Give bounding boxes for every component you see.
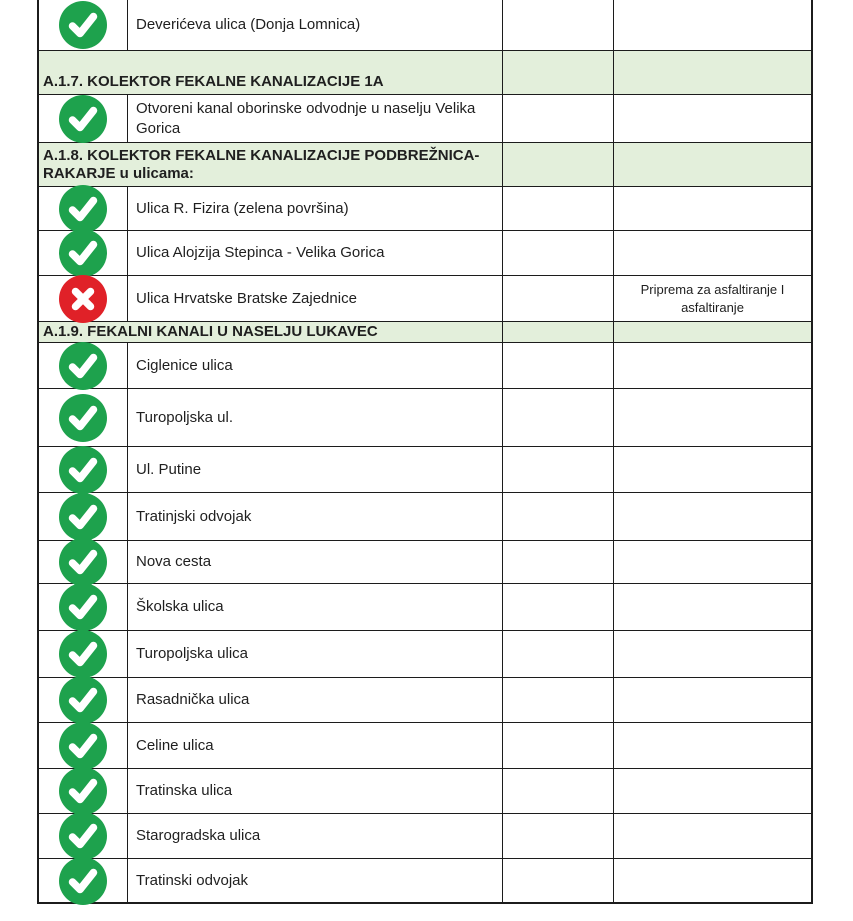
street-label: Turopoljska ul. — [136, 408, 233, 426]
status-cell — [39, 541, 127, 583]
status-cell — [39, 389, 127, 446]
status-cell — [39, 859, 127, 902]
table-row — [39, 447, 811, 493]
street-label: Ulica Hrvatske Bratske Zajednice — [136, 289, 357, 307]
street-label: Ul. Putine — [136, 460, 202, 478]
table-row — [39, 0, 811, 51]
remark-cell — [613, 541, 811, 583]
street-name-cell — [127, 231, 502, 275]
section-title — [39, 143, 502, 186]
remark-cell — [613, 389, 811, 446]
empty-cell — [502, 187, 613, 230]
status-cell — [39, 447, 127, 492]
street-label: Ulica R. Fizira (zelena površina) — [136, 199, 349, 217]
check-circle-icon — [59, 394, 107, 442]
check-circle-icon — [59, 812, 107, 860]
street-name-cell — [127, 769, 502, 813]
street-label: Ulica Alojzija Stepinca - Velika Gorica — [136, 244, 385, 262]
remark-cell — [613, 631, 811, 677]
remark-cell — [613, 187, 811, 230]
remark-text: Priprema za asfaltiranje I asfaltiranje — [640, 281, 785, 315]
street-label: Tratinski odvojak — [136, 871, 248, 889]
table-row — [39, 493, 811, 541]
empty-cell — [502, 231, 613, 275]
street-name-cell — [127, 678, 502, 722]
empty-cell — [502, 541, 613, 583]
check-circle-icon — [59, 446, 107, 494]
empty-cell — [502, 447, 613, 492]
empty-cell — [502, 322, 613, 342]
check-circle-icon — [59, 722, 107, 770]
empty-cell — [502, 389, 613, 446]
street-label: Tratinska ulica — [136, 782, 233, 800]
table-row — [39, 814, 811, 859]
street-name-cell — [127, 187, 502, 230]
status-cell — [39, 95, 127, 142]
empty-cell — [502, 343, 613, 388]
table-row — [39, 631, 811, 678]
empty-cell — [613, 51, 811, 94]
remark-cell — [613, 859, 811, 902]
empty-cell — [502, 276, 613, 321]
empty-cell — [502, 631, 613, 677]
table-row — [39, 231, 811, 276]
check-circle-icon — [59, 630, 107, 678]
section-title-text: A.1.7. KOLEKTOR FEKALNE KANALIZACIJE 1A — [43, 73, 384, 90]
x-circle-icon — [59, 275, 107, 323]
table-row — [39, 95, 811, 143]
empty-cell — [613, 322, 811, 342]
status-cell — [39, 769, 127, 813]
empty-cell — [502, 0, 613, 50]
street-label: Deverićeva ulica (Donja Lomnica) — [136, 16, 361, 34]
table-row — [39, 584, 811, 631]
street-label: Otvoreni kanal oborinske odvodnje u naselju Velika Gorica — [136, 100, 476, 137]
street-label: Turopoljska ulica — [136, 645, 248, 663]
street-name-cell — [127, 723, 502, 768]
remark-cell — [613, 231, 811, 275]
check-circle-icon — [59, 342, 107, 390]
street-label: Tratinjski odvojak — [136, 507, 252, 525]
street-name-cell — [127, 859, 502, 902]
street-name-cell — [127, 343, 502, 388]
remark-cell — [613, 678, 811, 722]
street-name-cell — [127, 631, 502, 677]
table-row — [39, 541, 811, 584]
check-circle-icon — [59, 767, 107, 815]
street-name-cell — [127, 541, 502, 583]
table-row — [39, 859, 811, 902]
status-cell — [39, 343, 127, 388]
empty-cell — [613, 143, 811, 186]
empty-cell — [502, 723, 613, 768]
street-name-cell — [127, 493, 502, 540]
empty-cell — [502, 814, 613, 858]
status-cell — [39, 0, 127, 50]
check-circle-icon — [59, 857, 107, 905]
status-cell — [39, 276, 127, 321]
remark-cell — [613, 0, 811, 50]
section-row — [39, 143, 811, 187]
check-circle-icon — [59, 229, 107, 277]
status-cell — [39, 584, 127, 630]
check-circle-icon — [59, 676, 107, 724]
status-table — [37, 0, 813, 904]
street-label: Rasadnička ulica — [136, 691, 250, 709]
street-name-cell — [127, 276, 502, 321]
remark-cell — [613, 447, 811, 492]
street-label: Školska ulica — [136, 598, 224, 616]
empty-cell — [502, 143, 613, 186]
empty-cell — [502, 584, 613, 630]
table-row — [39, 389, 811, 447]
empty-cell — [502, 95, 613, 142]
street-name-cell — [127, 95, 502, 142]
check-circle-icon — [59, 493, 107, 541]
status-cell — [39, 678, 127, 722]
section-title-text: A.1.8. KOLEKTOR FEKALNE KANALIZACIJE PODBREŽNICA-RAKARJE u ulicama: — [43, 146, 480, 182]
status-cell — [39, 723, 127, 768]
table-row — [39, 343, 811, 389]
remark-cell — [613, 343, 811, 388]
street-label: Nova cesta — [136, 553, 212, 571]
check-circle-icon — [59, 185, 107, 233]
section-title-text: A.1.9. FEKALNI KANALI U NASELJU LUKAVEC — [43, 323, 378, 340]
section-row — [39, 322, 811, 343]
remark-cell — [613, 276, 811, 321]
status-cell — [39, 231, 127, 275]
street-name-cell — [127, 0, 502, 50]
street-label: Starogradska ulica — [136, 827, 261, 845]
remark-cell — [613, 769, 811, 813]
empty-cell — [502, 493, 613, 540]
status-cell — [39, 187, 127, 230]
remark-cell — [613, 814, 811, 858]
status-cell — [39, 814, 127, 858]
remark-cell — [613, 95, 811, 142]
table-row — [39, 769, 811, 814]
empty-cell — [502, 769, 613, 813]
table-row — [39, 678, 811, 723]
status-cell — [39, 493, 127, 540]
street-name-cell — [127, 814, 502, 858]
section-title — [39, 51, 502, 94]
street-label: Celine ulica — [136, 736, 214, 754]
street-name-cell — [127, 584, 502, 630]
status-cell — [39, 631, 127, 677]
table-row — [39, 187, 811, 231]
section-title — [39, 322, 502, 342]
check-circle-icon — [59, 583, 107, 631]
empty-cell — [502, 859, 613, 902]
remark-cell — [613, 584, 811, 630]
remark-cell — [613, 723, 811, 768]
table-row — [39, 723, 811, 769]
check-circle-icon — [59, 95, 107, 143]
section-row — [39, 51, 811, 95]
check-circle-icon — [59, 538, 107, 586]
table-row — [39, 276, 811, 322]
street-name-cell — [127, 389, 502, 446]
empty-cell — [502, 678, 613, 722]
check-circle-icon — [59, 1, 107, 49]
street-label: Ciglenice ulica — [136, 356, 233, 374]
empty-cell — [502, 51, 613, 94]
remark-cell — [613, 493, 811, 540]
street-name-cell — [127, 447, 502, 492]
